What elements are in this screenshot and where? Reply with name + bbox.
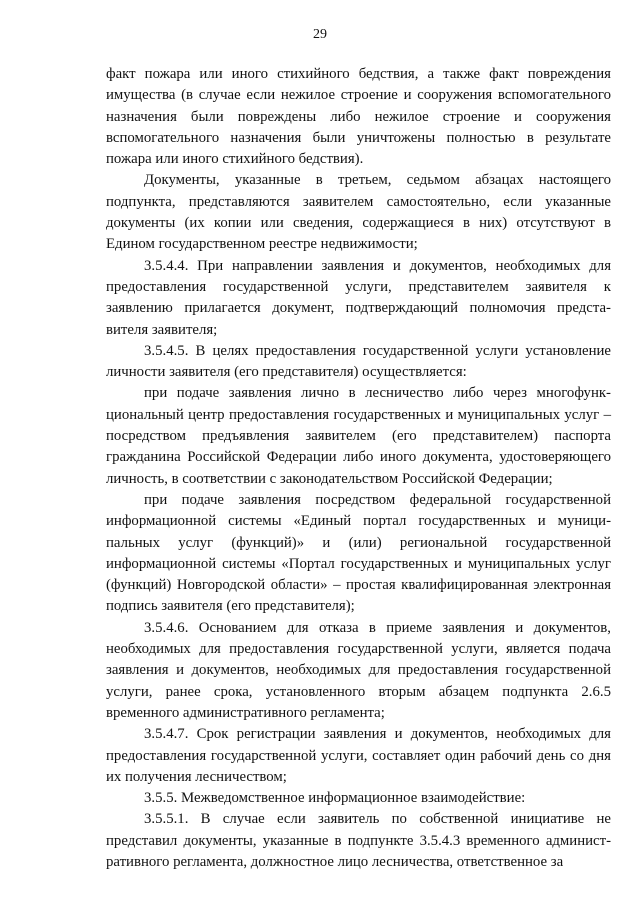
paragraph-6: при подаче заявления посредством федеральной государственной информационной системы «Единый портал государственных и муници-пальных услуг (функций)» и (или) региональной государственной информационной системы «Портал государственных и муниципальных услуг (функций) Новгородской области» – простая квалифицированная электронная подпись заявителя (его представителя); [106,491,611,615]
paragraph-1: факт пожара или иного стихийного бедствия, а также факт повреждения имущества (в случае если нежилое строение и сооружения вспомогательного назначения были повреждены либо нежилое строение и сооружения вспомогательного назначения были уничтожены полностью в результате пожара или иного стихийного бедствия). [106,66,611,168]
paragraph-5: при подаче заявления лично в лесничество либо через многофунк-циональный центр предоставления государственных и муниципальных услуг – посредством предъявления заявителем (его представителем) паспорта гражданина Российской Федерации либо иного документа, удостоверяющего личность, в соответствии с законодательством Российской Федерации; [106,385,611,487]
document-body [106,64,611,873]
paragraph-9: 3.5.5. Межведомственное информационное взаимодействие: [144,790,526,807]
paragraph-10: 3.5.5.1. В случае если заявитель по собственной инициативе не представил документы, указанные в подпункте 3.5.4.3 временного админист-ративного регламента, должностное лицо лесничества, ответственное за [106,811,611,870]
paragraph-2: Документы, указанные в третьем, седьмом абзацах настоящего подпункта, представляются заявителем самостоятельно, если указанные документы (их копии или сведения, содержащиеся в них) отсутствуют в Едином государственном реестре недвижимости; [106,172,611,253]
paragraph-3: 3.5.4.4. При направлении заявления и документов, необходимых для предоставления государственной услуги, представителем заявителя к заявлению прилагается документ, подтверждающий полномочия предста-вителя заявителя; [106,257,611,338]
paragraph-4: 3.5.4.5. В целях предоставления государственной услуги установление личности заявителя (его представителя) осуществляется: [106,342,611,381]
page-number: 29 [313,27,327,42]
paragraph-7: 3.5.4.6. Основанием для отказа в приеме заявления и документов, необходимых для предоставления государственной услуги, является подача заявления и документов, необходимых для предоставления государственной услуги, ранее срока, установленного вторым абзацем подпункта 2.6.5 временного административного регламента; [106,619,611,721]
paragraph-8: 3.5.4.7. Срок регистрации заявления и документов, необходимых для предоставления государственной услуги, составляет один рабочий день со дня их получения лесничеством; [106,726,611,785]
